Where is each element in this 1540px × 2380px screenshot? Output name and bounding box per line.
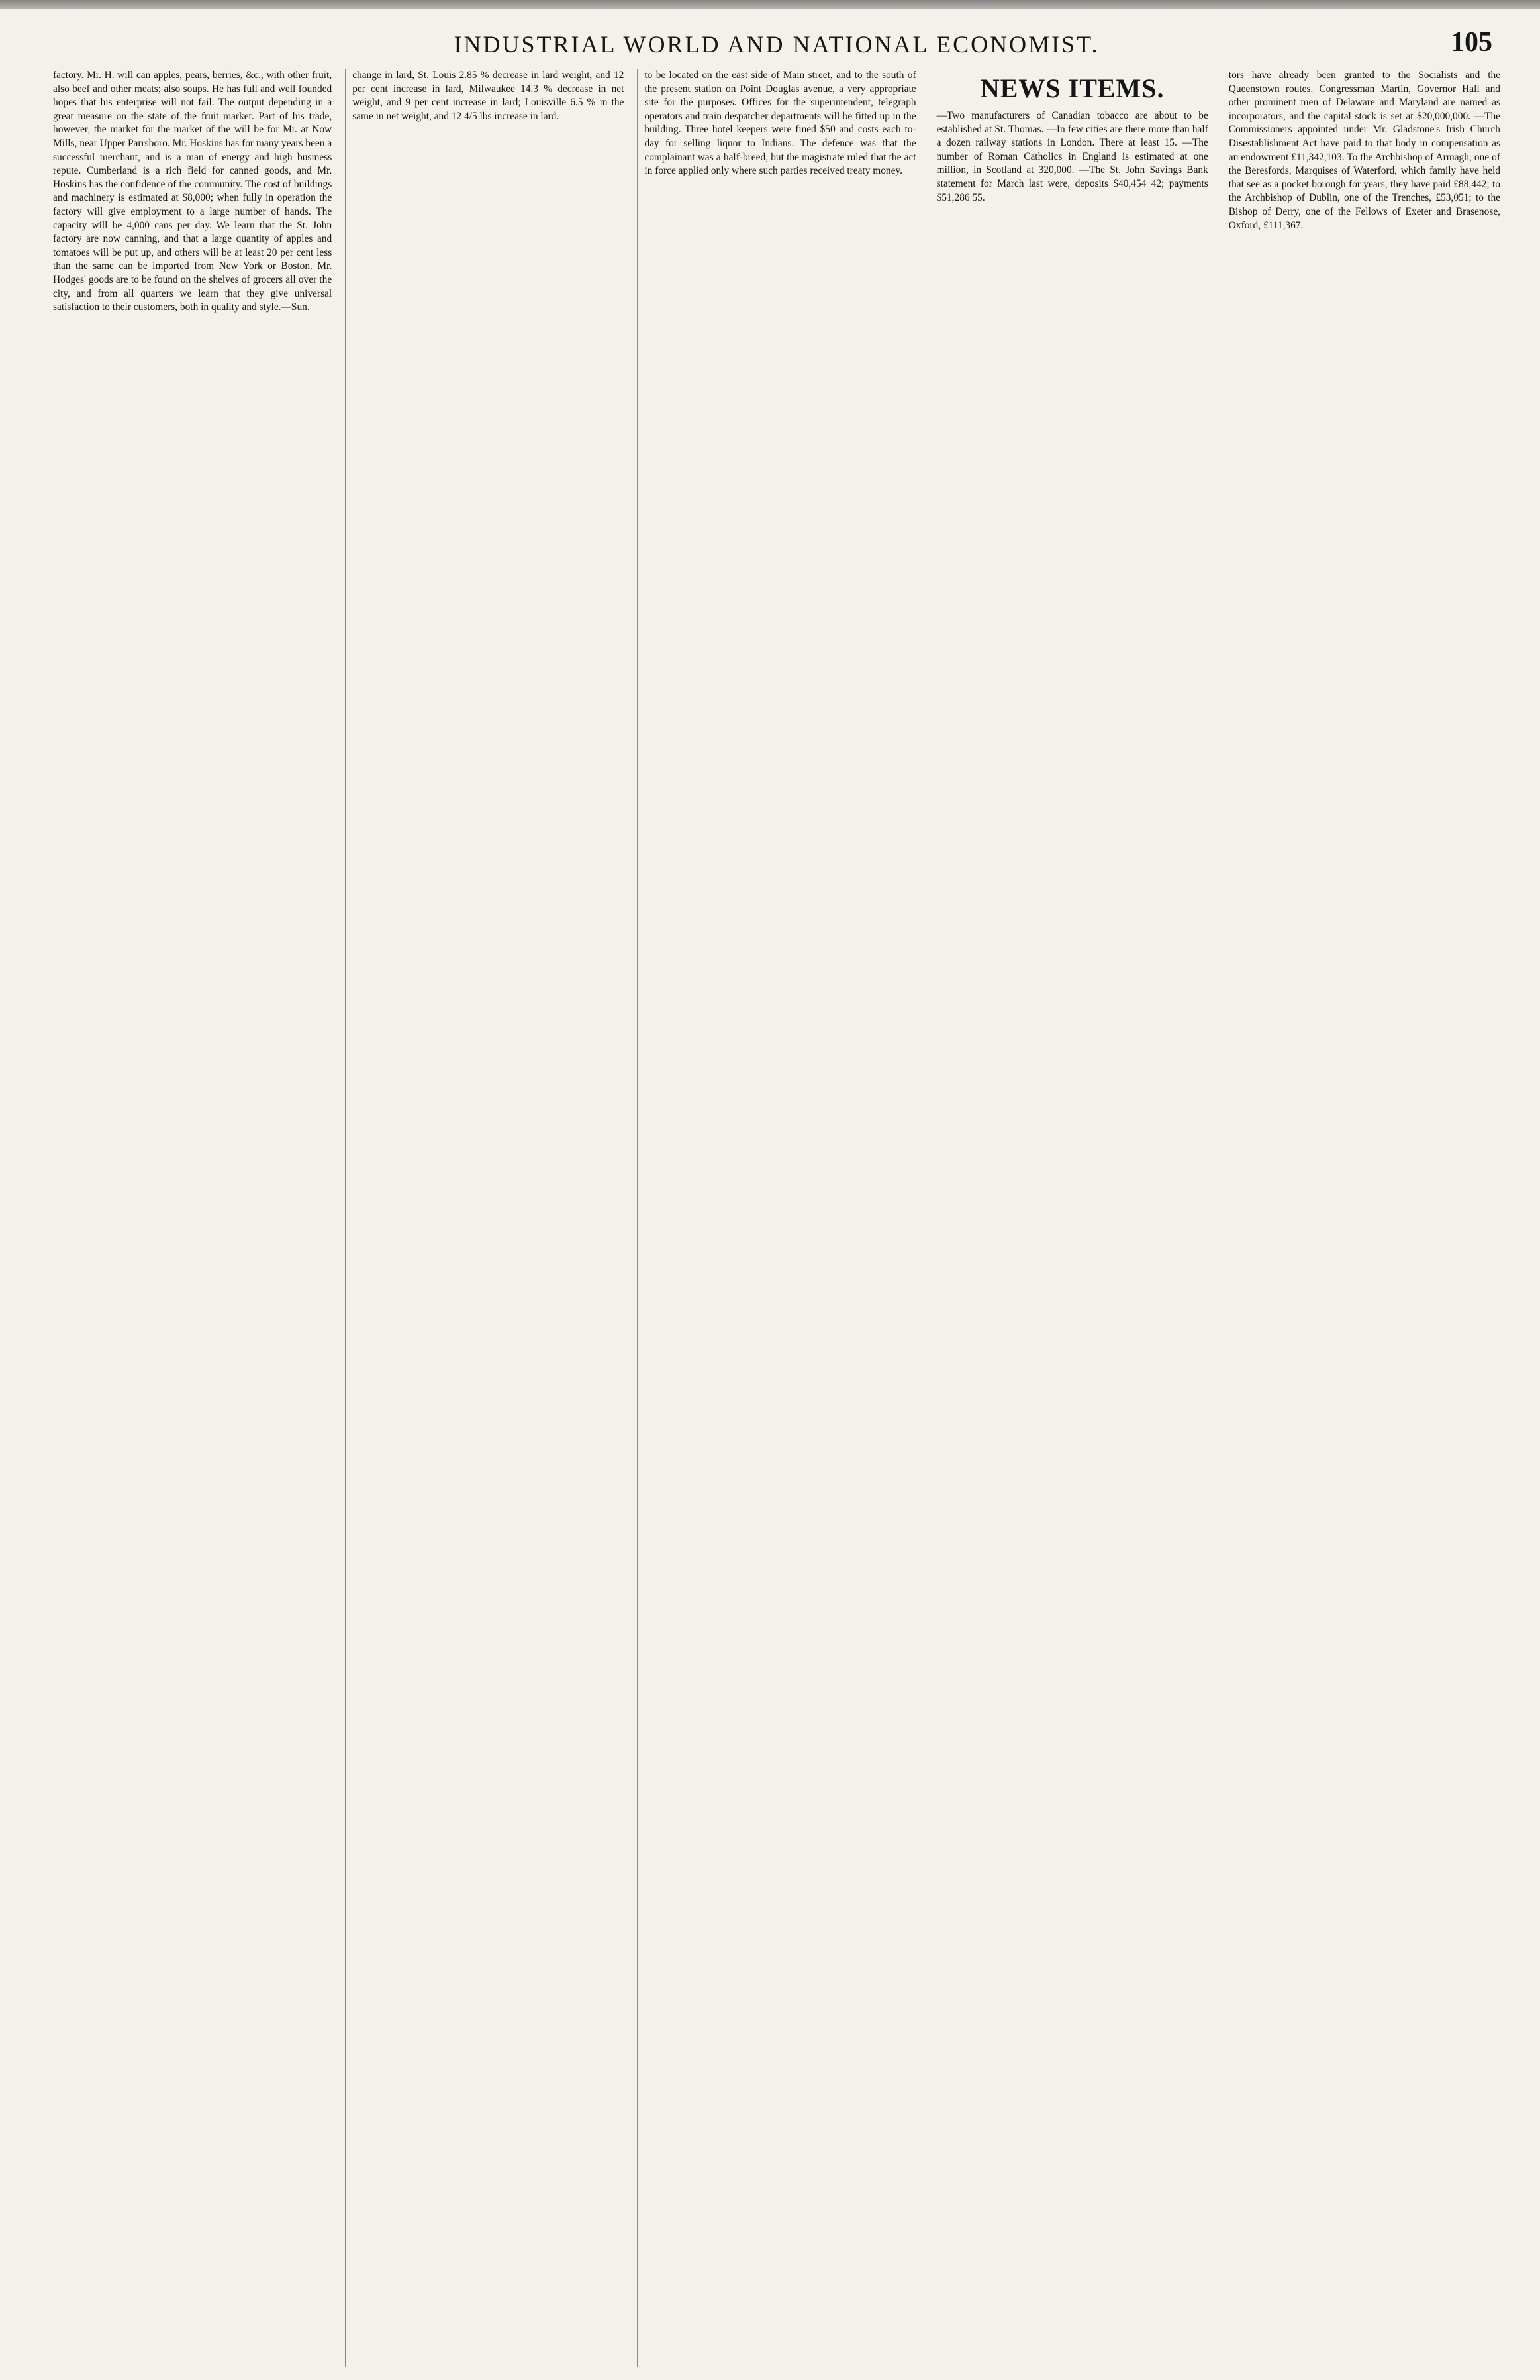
page-number: 105 bbox=[1451, 27, 1492, 58]
article bbox=[1228, 69, 1503, 232]
column-4 bbox=[930, 69, 1211, 2367]
top-edge-rule bbox=[0, 0, 1540, 9]
article-body: —Two manufacturers of Canadian tobacco are about to be established at St. Thomas. —In few cities are there more than half a dozen railway stations in London. There at least 15. —The number of Roman Catholics in England is estimated at one million, in Scotland at 320,000. —The St. John Savings Bank statement for March last were, deposits $40,454 42; payments $51,286 55. bbox=[936, 110, 1211, 203]
masthead-title: INDUSTRIAL WORLD AND NATIONAL ECONOMIST. bbox=[454, 31, 1100, 58]
article bbox=[936, 73, 1211, 205]
article-body: change in lard, St. Louis 2.85 % decrease in lard weight, and 12 per cent increase in lard, Milwaukee 14.3 % decrease in net weight, and 9 per cent increase in lard; Louisville 6.5 % in the same in net weight, and 12 4/5 lbs increase in lard. bbox=[352, 70, 627, 122]
page-header bbox=[53, 19, 1500, 58]
column-1 bbox=[53, 69, 335, 2367]
article bbox=[53, 69, 335, 315]
article-body: to be located on the east side of Main street, and to the south of the present station on Point Douglas avenue, a very appropriate site for the purposes. Offices for the superintendent, telegraph operators and train despatcher departments will be fitted up in the building. Three hotel keepers were fined $50 and costs each to-day for selling liquor to Indians. The defence was that the complainant was a half-breed, but the magistrate ruled that the act in force applied only where such parties received treaty money. bbox=[644, 70, 919, 177]
column-3 bbox=[637, 69, 919, 2367]
text-columns bbox=[53, 69, 1503, 2367]
column-2 bbox=[345, 69, 627, 2367]
article-body: tors have already been granted to the Socialists and the Queenstown routes. Congressman Martin, Governor Hall and other prominent men of Delaware and Maryland are named as incorporators, and the capital stock is set at $20,000,000. —The Commissioners appointed under Mr. Gladstone's Irish Church Disestablishment Act have paid to that body in compensation as an endowment £11,342,103. To the Archbishop of Armagh, one of the Beresfords, Marquises of Waterford, which family have held that see as a pocket borough for years, they have paid £88,442; to the Archbishop of Dublin, one of the Trenches, £53,051; to the Bishop of Derry, one of the Fellows of Exeter and Brasenose, Oxford, £111,367. bbox=[1228, 70, 1503, 231]
column-5 bbox=[1222, 69, 1503, 2367]
article bbox=[644, 69, 919, 178]
article-body: factory. Mr. H. will can apples, pears, berries, &c., with other fruit, also beef and other meats; also soups. He has full and well founded hopes that his enterprise will not fail. The output depending in a great measure on the state of the fruit market. Part of his trade, however, the market for the market of the will be for Mr. at Now Mills, near Upper Parrsboro. Mr. Hoskins has for many years been a successful merchant, and is a man of energy and high business repute. Cumberland is a rich field for canned goods, and Mr. Hoskins has the confidence of the community. The cost of buildings and machinery is estimated at $8,000; when fully in operation the factory will give employment to a large number of hands. The capacity will be 4,000 cans per day. We learn that the St. John factory are now canning, and that a large quantity of apples and tomatoes will be put up, and others will be at least 20 per cent less than the same can be imported from New York or Boston. Mr. Hodges' goods are to be found on the shelves of grocers all over the city, and from all quarters we learn that they give universal satisfaction to their customers, both in quality and style.—Sun. bbox=[53, 70, 335, 313]
article-headline: NEWS ITEMS. bbox=[980, 74, 1165, 103]
article bbox=[352, 69, 627, 123]
